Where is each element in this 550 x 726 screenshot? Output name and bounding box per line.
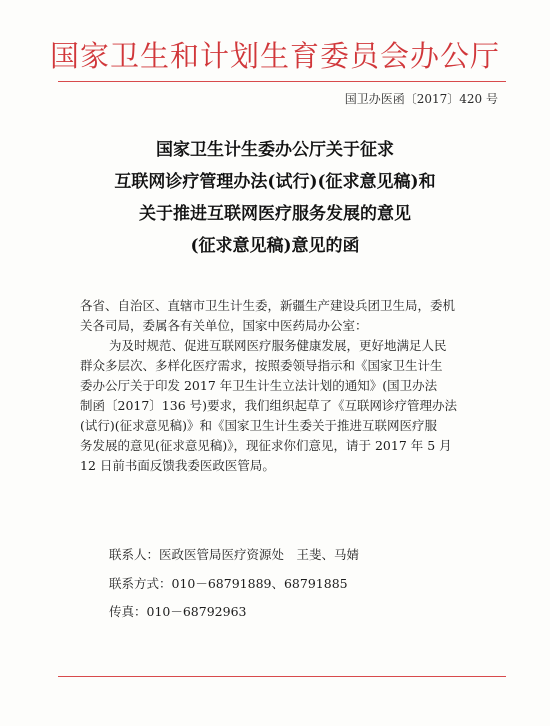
body-paragraph (80, 336, 484, 476)
document-title (0, 134, 550, 262)
title-line: 国家卫生计生委办公厅关于征求 (156, 140, 394, 160)
salutation-line: 各省、自治区、直辖市卫生计生委，新疆生产建设兵团卫生局，委机 (80, 298, 456, 313)
body-line: 12 日前书面反馈我委医政医管局。 (80, 458, 275, 473)
contact-person: 联系人：医政医管局医疗资源处 王斐、马婧 (109, 547, 360, 562)
title-line: 关于推进互联网医疗服务发展的意见 (139, 204, 411, 224)
issuer-header: 国家卫生和计划生育委员会办公厅 (49, 39, 500, 73)
header-divider (58, 81, 506, 82)
body-line: (试行)(征求意见稿)》和《国家卫生计生委关于推进互联网医疗服 (80, 418, 438, 433)
body-line: 务发展的意见(征求意见稿)》，现征求你们意见，请于 2017 年 5 月 (80, 438, 452, 453)
contact-fax: 传真：010－68792963 (109, 604, 247, 619)
body-line: 委办公厅关于印发 2017 年卫生计生立法计划的通知》(国卫办法 (80, 378, 438, 393)
footer-divider (58, 676, 506, 677)
body-line: 制函〔2017〕136 号)要求，我们组织起草了《互联网诊疗管理办法 (80, 398, 458, 413)
salutation-line: 关各司局，委属各有关单位，国家中医药局办公室： (80, 318, 368, 333)
salutation (80, 296, 480, 336)
document-number: 国卫办医函〔2017〕420 号 (344, 92, 498, 106)
title-line: 互联网诊疗管理办法(试行)(征求意见稿)和 (114, 172, 436, 192)
title-line: (征求意见稿)意见的函 (190, 236, 360, 256)
body-line: 群众多层次、多样化医疗需求，按照委领导指示和《国家卫生计生 (80, 358, 443, 373)
body-line: 为及时规范、促进互联网医疗服务健康发展，更好地满足人民 (109, 338, 447, 353)
contact-phone: 联系方式：010－68791889、68791885 (109, 576, 348, 591)
